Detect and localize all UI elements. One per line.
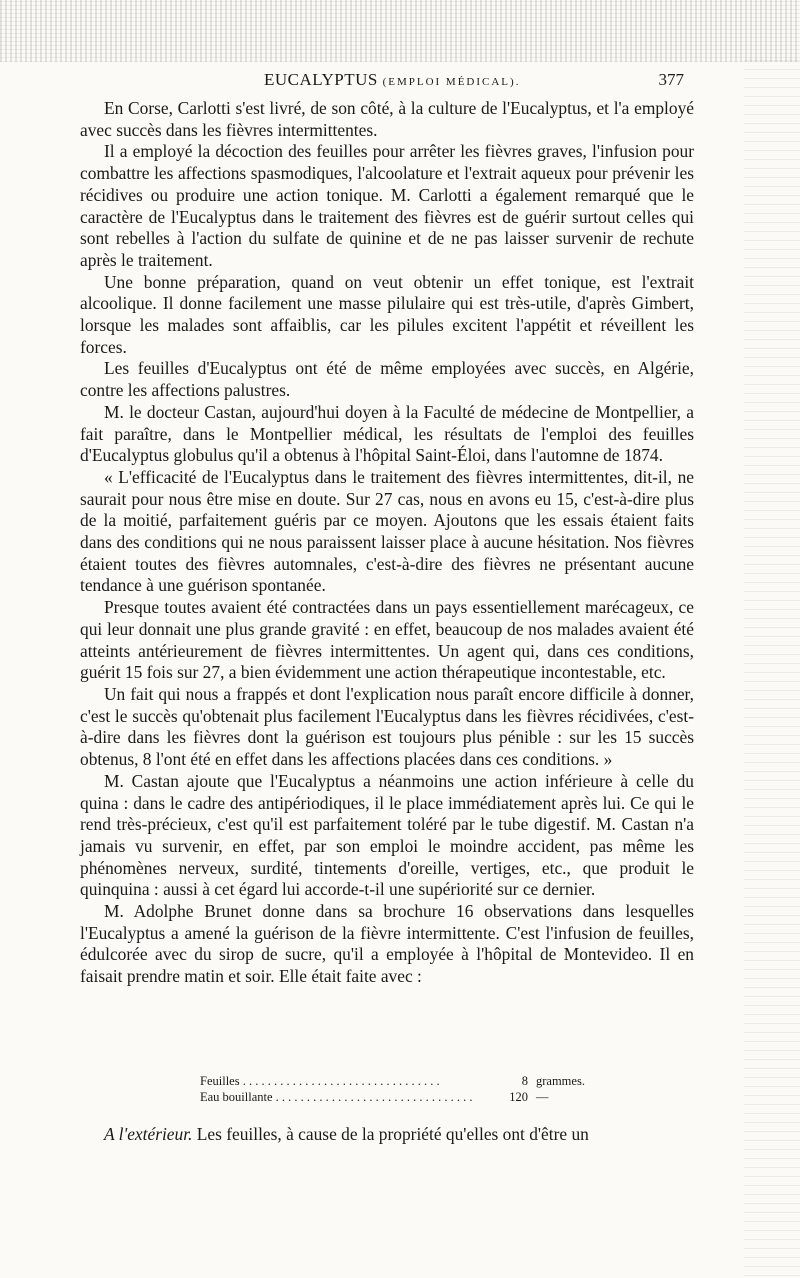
recipe-table [200,1073,600,1105]
recipe-unit: — [536,1090,549,1104]
recipe-quantity: 8 [521,1074,528,1088]
paragraph: M. le docteur Castan, aujourd'hui doyen à la Faculté de médecine de Montpellier, a fait paraître, dans le Montpellier médical, les résultats de l'emploi des feuilles d'Eucalyptus globulus qu'il a obtenus à l'hôpital Saint-Éloi, dans l'automne de 1874. [80,401,694,466]
section-lead: A l'extérieur. [104,1124,193,1144]
recipe-row [200,1089,600,1105]
recipe-unit: grammes. [536,1074,585,1088]
header-subtitle: (EMPLOI MÉDICAL). [382,76,521,88]
running-header [104,70,684,92]
header-title-text: EUCALYPTUS [264,70,378,89]
recipe-row [200,1073,600,1089]
paragraph-text: Les feuilles, à cause de la propriété qu'elles ont d'être un [196,1124,589,1144]
paragraph: Les feuilles d'Eucalyptus ont été de même employées avec succès, en Algérie, contre les affections palustres. [80,358,694,401]
recipe-ingredient: Feuilles . . . [200,1073,500,1089]
body-text [80,98,694,988]
scan-noise-top [0,0,800,62]
paragraph: Une bonne préparation, quand on veut obtenir un effet tonique, est l'extrait alcoolique. Il donne facilement une masse pilulaire qui est très-utile, d'après Gimbert, lorsque les malades sont affaiblis, car les pilules excitent l'appétit et réveillent les forces. [80,271,694,357]
page-number: 377 [658,70,684,89]
paragraph: En Corse, Carlotti s'est livré, de son côté, à la culture de l'Eucalyptus, et l'a employé avec succès dans les fièvres intermittentes. [80,98,694,140]
paragraph: « L'efficacité de l'Eucalyptus dans le traitement des fièvres intermittentes, dit-il, ne saurait pour nous être mise en doute. Sur 27 cas, nous en avons eu 15, c'est-à-dire plus de la moitié, parfaitement guéris par ce moyen. Ajoutons que les essais étaient faits dans des conditions qui ne nous paraissent laisser place à aucune hésitation. Nos fièvres étaient toutes des fièvres automnales, c'est-à-dire des fièvres ne présentant aucune tendance à une guérison spontanée. [80,466,694,596]
recipe-quantity: 120 [509,1090,528,1104]
paragraph [80,1124,694,1146]
paragraph: M. Castan ajoute que l'Eucalyptus a néanmoins une action inférieure à celle du quina : dans le cadre des antipériodiques, il le place immédiatement après lui. Ce qui le rend très-précieux, c'est qu'il est parfaitement toléré par le tube digestif. M. Castan n'a jamais vu survenir, en effet, par son emploi le moindre accident, pas même les phénomènes nerveux, surdité, tintements d'oreille, vertiges, etc., que produit le quinquina : aussi à cet égard lui accorde-t-il une supériorité sur ce dernier. [80,770,694,900]
final-paragraph [80,1124,694,1146]
header-title [264,70,520,90]
paragraph: M. Adolphe Brunet donne dans sa brochure 16 observations dans lesquelles l'Eucalyptus a amené la guérison de la fièvre intermittente. C'est l'infusion de feuilles, édulcorée avec du sirop de sucre, qu'il a employée à l'hôpital de Montevideo. Il en faisait prendre matin et soir. Elle était faite avec : [80,901,694,987]
paragraph: Un fait qui nous a frappés et dont l'explication nous paraît encore difficile à donner, c'est le succès qu'obtenait plus facilement l'Eucalyptus dans les fièvres récidivées, c'est-à-dire dans les fièvres dont la guérison est toujours plus pénible : sur les 15 succès obtenus, 8 l'ont été en effet dans les affections placées dans ces conditions. » [80,683,694,770]
paragraph: Il a employé la décoction des feuilles pour arrêter les fièvres graves, l'infusion pour combattre les affections spasmodiques, l'alcoolature et l'extrait aqueux pour prévenir les récidives ou produire une action tonique. M. Carlotti a également remarqué que le caractère de l'Eucalyptus dans le traitement des fièvres est de guérir surtout celles qui sont rebelles à l'action du sulfate de quinine et de ne pas laisser survenir de rechute après le traitement. [80,141,694,270]
recipe-ingredient: Eau bouillante . . . [200,1089,500,1105]
scan-noise-right [744,60,800,1278]
paragraph: Presque toutes avaient été contractées dans un pays essentiellement marécageux, ce qui leur donnait une plus grande gravité : en effet, beaucoup de nos malades avaient été atteints antérieurement de fièvres intermittentes. Un agent qui, dans ces conditions, guérit 15 fois sur 27, a bien évidemment une action thérapeutique incontestable, etc. [80,597,694,683]
